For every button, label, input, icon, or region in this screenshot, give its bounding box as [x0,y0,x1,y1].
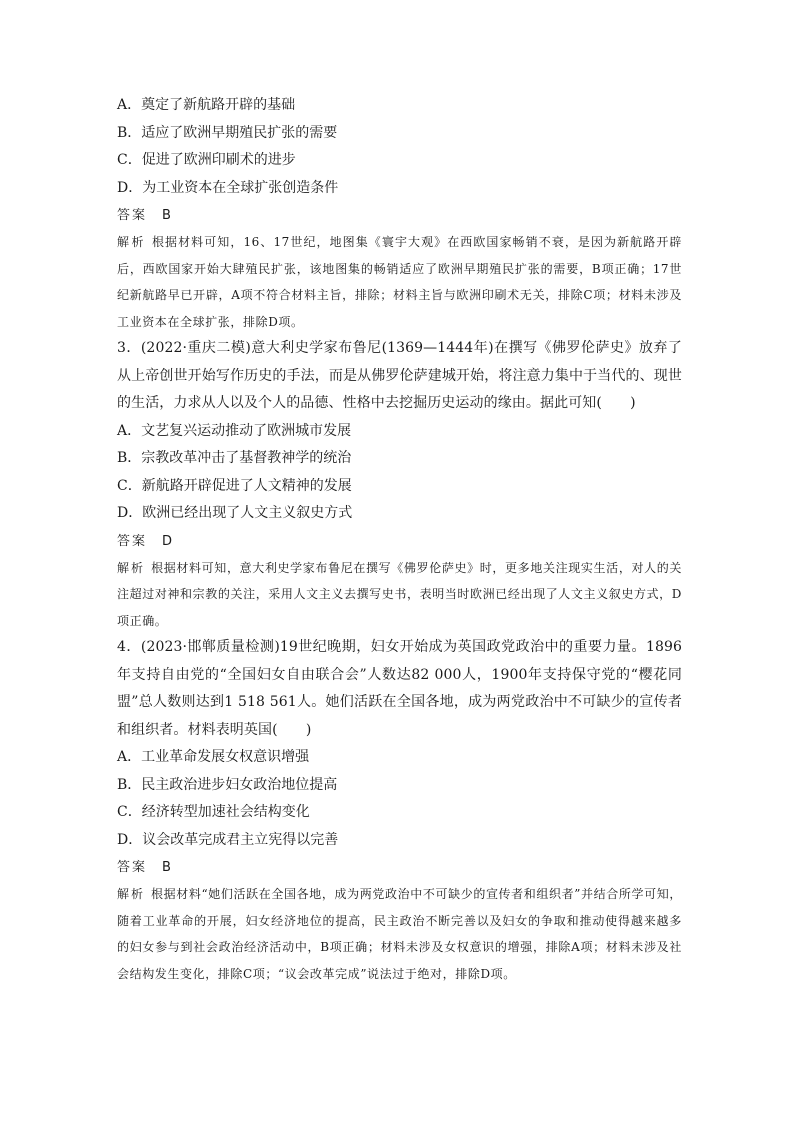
option-a: A．工业革命发展女权意识增强 [117,749,310,765]
question-stem: 4．(2023·邯郸质量检测)19世纪晚期，妇女开始成为英国政党政治中的重要力量。1896年支持自由党的“全国妇女自由联合会”人数达82 000人，1900年支持保守党的“樱花同盟”总人数则达到1 518 561人。她们活跃在全国各地，成为两党政治中不可缺少的宣传者和组织者。材料表明英国( ) [117,639,682,738]
option-b: B．民主政治进步妇女政治地位提高 [117,776,338,793]
option-b: B．适应了欧洲早期殖民扩张的需要 [117,124,338,141]
question-4 [117,634,682,987]
option-d: D．欧洲已经出现了人文主义叙史方式 [117,505,353,521]
analysis-text: 根据材料可知，意大利史学家布鲁尼在撰写《佛罗伦萨史》时，更多地关注现实生活，对人的关注超过对神和宗教的关注，采用人文主义去撰写史书，表明当时欧洲已经出现了人文主义叙史方式，D项正确。 [117,560,682,628]
option-a: A．文艺复兴运动推动了欧洲城市发展 [117,422,352,439]
question-stem: 3．(2022·重庆二模)意大利史学家布鲁尼(1369—1444年)在撰写《佛罗伦萨史》放弃了从上帝创世开始写作历史的手法，而是从佛罗伦萨建城开始，将注意力集中于当代的、现世的生活，力求从人以及个人的品德、性格中去挖掘历史运动的缘由。据此可知( ) [117,340,682,411]
analysis-paragraph [117,555,682,635]
answer-line: 答案 D [117,533,175,549]
question-3 [117,335,682,634]
analysis-tag: 解析 [117,887,146,901]
analysis-paragraph [117,881,682,987]
content-column [117,92,682,987]
option-c: C．经济转型加速社会结构变化 [117,804,310,820]
option-a: A．奠定了新航路开辟的基础 [117,97,296,113]
answer-line: 答案 B [117,208,173,223]
answer-line: 答案 B [117,860,173,875]
option-c: C．促进了欧洲印刷术的进步 [117,152,296,168]
analysis-tag: 解析 [117,235,146,249]
option-d: D．为工业资本在全球扩张创造条件 [117,179,339,196]
analysis-text: 根据材料“她们活跃在全国各地，成为两党政治中不可缺少的宣传者和组织者”并结合所学可知，随着工业革命的开展，妇女经济地位的提高，民主政治不断完善以及妇女的争取和推动使得越来越多的妇女参与到社会政治经济活动中，B项正确；材料未涉及女权意识的增强，排除A项；材料未涉及社会结构发生变化，排除C项；“议会改革完成”说法过于绝对，排除D项。 [117,887,682,981]
analysis-paragraph [117,229,682,335]
analysis-text: 根据材料可知，16、17世纪，地图集《寰宇大观》在西欧国家畅销不衰，是因为新航路开辟后，西欧国家开始大肆殖民扩张，该地图集的畅销适应了欧洲早期殖民扩张的需要，B项正确；17世纪新航路早已开辟，A项不符合材料主旨，排除；材料主旨与欧洲印刷术无关，排除C项；材料未涉及工业资本在全球扩张，排除D项。 [117,235,682,329]
option-c: C．新航路开辟促进了人文精神的发展 [117,477,352,494]
analysis-tag: 解析 [117,560,146,575]
question-2 [117,92,682,335]
option-d: D．议会改革完成君主立宪得以完善 [117,831,339,848]
option-b: B．宗教改革冲击了基督教神学的统治 [117,450,352,466]
